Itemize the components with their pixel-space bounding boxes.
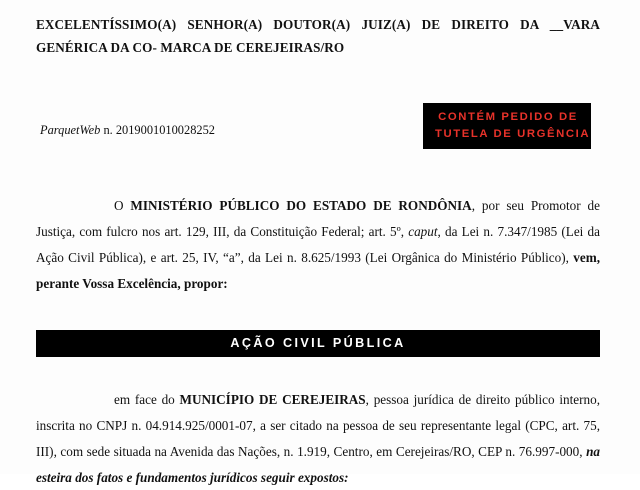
parquet-number: n. 2019001010028252	[103, 123, 215, 138]
court-heading	[36, 10, 600, 59]
parquet-label: ParquetWeb	[40, 123, 101, 138]
paragraph-defendant	[36, 387, 600, 490]
paragraph-parties-closing: vem, perante Vossa Excelência, propor:	[36, 249, 600, 291]
paragraph-parties-lead: O	[114, 198, 131, 214]
action-title-text: AÇÃO CIVIL PÚBLICA	[230, 336, 406, 351]
paragraph-parties-entity: MINISTÉRIO PÚBLICO DO ESTADO DE RONDÔNIA	[130, 198, 472, 214]
paragraph-parties-rest2: , da Lei n. 7.347/1985 (Lei da Ação Civil Pública), e art. 25, IV, “a”, da Lei n. 8.625/1993 (Lei Orgânica do Ministério Público),	[36, 224, 600, 265]
paragraph-parties	[36, 193, 600, 296]
paragraph-parties-caput: caput	[408, 224, 438, 240]
urgency-stamp-line-2: TUTELA DE URGÊNCIA	[435, 127, 591, 140]
paragraph-defendant-rest: , pessoa jurídica de direito público interno, inscrita no CNPJ n. 04.914.925/0001-07, a ser citado na pessoa de seu representante legal (CPC, art. 75, III), com sede situada na Avenida das Nações, n. 1.919, Centro, em Cerejeiras/RO, CEP n. 76.997-000,	[36, 392, 601, 459]
urgency-stamp-line-1: CONTÉM PEDIDO DE	[438, 111, 578, 124]
parquet-reference	[40, 123, 215, 138]
paragraph-parties-rest: , por seu Promotor de Justiça, com fulcro nos art. 129, III, da Constituição Federal; art. 5º,	[36, 198, 600, 240]
paragraph-defendant-emphasis: na esteira dos fatos e fundamentos jurídicos seguir expostos:	[36, 443, 600, 485]
action-title-banner	[36, 330, 600, 357]
paragraph-defendant-lead: em face do	[114, 392, 180, 408]
paragraph-defendant-entity: MUNICÍPIO DE CEREJEIRAS	[179, 392, 366, 408]
meta-row	[36, 103, 600, 149]
court-heading-line-2: MARCA DE CEREJEIRAS/RO	[160, 39, 345, 55]
court-heading-line-1: EXCELENTÍSSIMO(A) SENHOR(A) DOUTOR(A) JUIZ(A) DE DIREITO DA __VARA GENÉRICA DA CO-	[36, 17, 600, 55]
urgency-stamp	[423, 103, 591, 149]
